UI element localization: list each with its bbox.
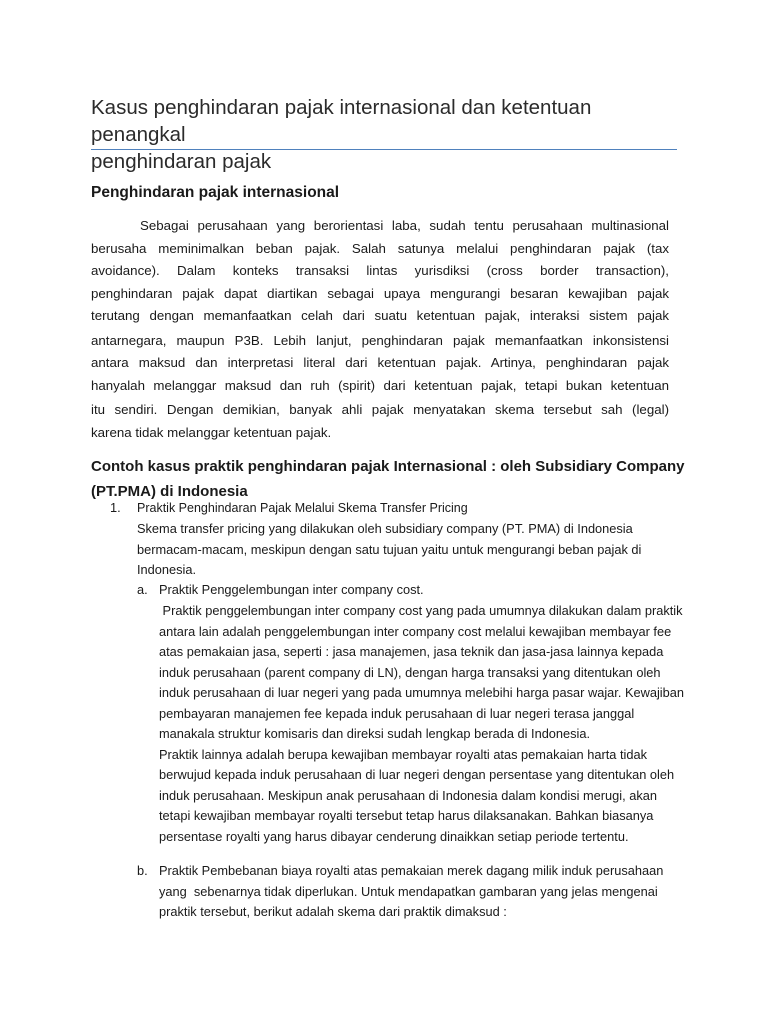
paragraph-line: penghindaran pajak dapat diartikan sebagai upaya mengurangi besaran kewajiban pajak [91,285,669,301]
item1-body [137,519,641,581]
body-line: induk perusahaan. Meskipun anak perusahaan di Indonesia dalam kondisi merugi, akan [159,787,657,803]
line-text: berusaha meminimalkan beban pajak. Salah satunya melalui penghindaran pajak (tax [91,240,669,256]
paragraph-line: avoidance). Dalam konteks transaksi lintas yurisdiksi (cross border transaction), [91,263,669,278]
paragraph-line: karena tidak melanggar ketentuan pajak. [91,424,332,440]
page-title [91,94,691,175]
section-heading-penghindaran: Penghindaran pajak internasional [91,184,340,201]
title-line-2: penghindaran pajak [91,150,272,173]
list-item-title: Praktik Penggelembungan inter company cost. [159,582,424,597]
body-line: praktik tersebut, berikut adalah skema dari praktik dimaksud : [159,904,507,919]
item-a-body [159,601,684,847]
body-line: Praktik penggelembungan inter company cost yang pada umumnya dilakukan dalam praktik [159,603,683,618]
list-item-title: Praktik Penghindaran Pajak Melalui Skema Transfer Pricing [137,501,468,515]
body-line: Indonesia. [137,562,197,577]
body-line: antara lain adalah penggelembungan inter company cost melalui kewajiban membayar fee [159,623,672,639]
body-line: Praktik lainnya adalah berupa kewajiban membayar royalti atas pemakaian harta tidak [159,746,647,762]
body-line: pembayaran manajemen fee kepada induk perusahaan di luar negeri terasa janggal [159,705,635,721]
paragraph-line: hanyalah melanggar maksud dan ruh (spirit) dari ketentuan pajak, tetapi bukan ketentuan [91,377,669,393]
list-letter: b. [137,863,148,878]
body-line: manakala struktur komisaris dan direksi sudah lengkap berada di Indonesia. [159,726,591,741]
body-line: Skema transfer pricing yang dilakukan oleh subsidiary company (PT. PMA) di Indonesia [137,521,633,536]
list-letter: a. [137,582,148,597]
body-line: yang sebenarnya tidak diperlukan. Untuk mendapatkan gambaran yang jelas mengenai [159,883,658,899]
section-heading-contoh-kasus [91,454,684,504]
paragraph-line: terutang dengan memanfaatkan celah dari suatu ketentuan pajak, interaksi sistem pajak [91,308,669,323]
item-b-body [159,861,663,923]
body-line: bermacam-macam, meskipun dengan satu tujuan yaitu untuk mengurangi beban pajak di [137,541,642,557]
title-line-1: Kasus penghindaran pajak internasional dan ketentuan penangkal [91,96,592,146]
paragraph-line [91,238,669,261]
body-line: Praktik Pembebanan biaya royalti atas pemakaian merek dagang milik induk perusahaan [159,863,664,878]
body-line: induk perusahaan di luar negeri yang pada umumnya melebihi harga pasar wajar. Kewajiban [159,685,685,700]
body-line: tetapi kewajiban membayar royalti tersebut tetap harus dilaksanakan. Bahkan biasanya [159,808,654,823]
title-underline [91,149,677,150]
section1-paragraph [91,215,669,444]
body-line: berwujud kepada induk perusahaan di luar negeri dengan persentase yang ditentukan oleh [159,767,675,782]
body-line: persentase royalti yang harus dibayar cenderung dinaikkan setiap periode tertentu. [159,828,629,844]
paragraph-line: antara maksud dan interpretasi literal dari ketentuan pajak. Artinya, penghindaran pajak [91,355,669,370]
paragraph-line: itu sendiri. Dengan demikian, banyak ahli pajak menyatakan skema tersebut sah (legal) [91,402,669,417]
paragraph-line: antarnegara, maupun P3B. Lebih lanjut, penghindaran pajak memanfaatkan inkonsistensi [91,332,669,348]
body-line: induk perusahaan (parent company di LN), dengan harga transaksi yang ditentukan oleh [159,664,661,680]
heading-line-2: (PT.PMA) di Indonesia [91,483,248,500]
list-number: 1. [110,500,121,515]
paragraph-line: Sebagai perusahaan yang berorientasi laba, sudah tentu perusahaan multinasional [140,218,669,233]
body-line: atas pemakaian jasa, seperti : jasa manajemen, jasa teknik dan jasa-jasa lainnya kepada [159,644,664,659]
heading-line-1: Contoh kasus praktik penghindaran pajak Internasional : oleh Subsidiary Company [91,458,685,475]
